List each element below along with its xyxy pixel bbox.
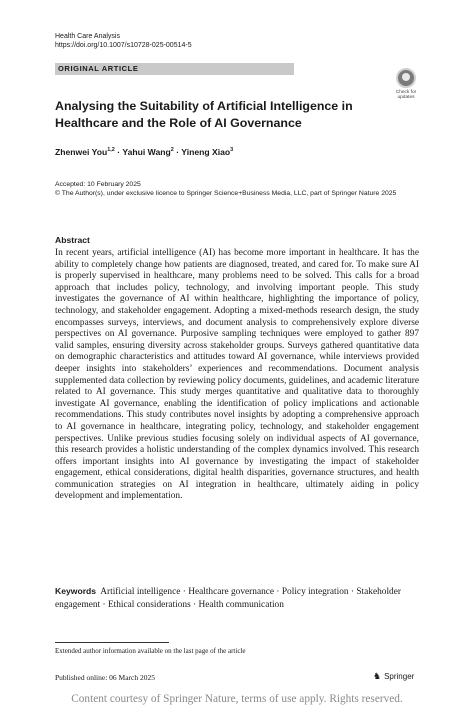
keyword: Artificial intelligence [100, 587, 181, 597]
publisher-logo [373, 671, 414, 682]
author-affiliation: 3 [230, 147, 234, 154]
keywords-heading: Keywords [55, 586, 97, 596]
abstract-heading: Abstract [55, 235, 90, 245]
author-separator: · [114, 147, 123, 157]
check-for-updates-badge[interactable] [391, 68, 421, 101]
article-meta [55, 180, 425, 198]
author-affiliation: 2 [170, 147, 174, 154]
abstract-body: In recent years, artificial intelligence (AI) has become more important in healthcare. It has the ability to completely change how patients are diagnosed, treated, and cared for. To make sure AI is properly supervised in healthcare, many problems need to be solved. This calls for a broad approach that includes policy, technology, and involving important people. This study investigates the governance of AI within healthcare, highlighting the importance of policy, technology, and stakeholder engagement. Adopting a mixed-methods research design, the study encompasses surveys, interviews, and document analysis to comprehensively explore diverse perspectives on AI governance. Purposive sampling techniques were employed to gather 897 valid samples, ensuring diversity across stakeholder groups. Surveys gathered quantitative data on demographic characteristics and attitudes toward AI governance, while interviews provided deeper insights into stakeholders’ experiences and recommendations. Document analysis supplemented data collection by reviewing policy documents, guidelines, and academic literature related to AI governance. This study merges quantitative and qualitative data to thoroughly investigate AI governance, enabling the identification of policy implications and actionable recommendations. This study contributes novel insights by adopting a comprehensive approach to AI governance in healthcare, integrating policy, technology, and stakeholder engagement perspectives. Unlike previous studies focusing solely on individual aspects of AI governance, this research provides a holistic understanding of the complex dynamics involved. This research offers important insights into AI governance by investigating the impact of stakeholder engagement, ethical considerations, digital health disparities, governance structures, and health communication strategies on AI integration in healthcare, ultimately aiding in policy development and implementation. [55, 248, 419, 502]
keywords-section: Keywords Artificial intelligence · Healthcare governance · Policy integration · Stakeholder engagement · Ethical considerations · Health communication [55, 586, 401, 610]
author-name[interactable]: Zhenwei You [55, 147, 108, 157]
article-doi[interactable]: https://doi.org/10.1007/s10728-025-00514-5 [55, 42, 192, 49]
article-type-banner: ORIGINAL ARTICLE [55, 63, 294, 75]
keyword: Ethical considerations [107, 600, 191, 610]
journal-name: Health Care Analysis [55, 33, 120, 40]
copyright-notice: © The Author(s), under exclusive licence to Springer Science+Business Media, LLC, part of Springer Nature 2025 [55, 190, 397, 197]
author-name[interactable]: Yineng Xiao [181, 147, 231, 157]
published-online-date: Published online: 06 March 2025 [55, 673, 155, 682]
accepted-date: Accepted: 10 February 2025 [55, 181, 141, 188]
courtesy-footer: Content courtesy of Springer Nature, terms of use apply. Rights reserved. [71, 693, 403, 705]
footnote-divider [55, 642, 169, 643]
journal-header [55, 32, 192, 50]
keyword: Healthcare governance [188, 587, 275, 597]
check-updates-icon [396, 68, 416, 88]
author-list [55, 147, 233, 157]
publisher-name: Springer [384, 672, 415, 681]
keyword: Policy integration [281, 587, 349, 597]
extended-author-note: Extended author information available on the last page of the article [55, 647, 246, 655]
check-updates-line2: updates [397, 95, 415, 100]
article-title: Analysing the Suitability of Artificial Intelligence in Healthcare and the Role of AI Governance [55, 99, 353, 130]
check-updates-line1: Check for [395, 90, 417, 95]
keyword: Health communication [198, 600, 284, 610]
author-name[interactable]: Yahui Wang [122, 147, 171, 157]
author-separator: · [173, 147, 182, 157]
author-affiliation: 1,2 [107, 147, 115, 154]
springer-horse-icon: ♞ [373, 671, 382, 681]
keyword: Stakeholder engagement [55, 587, 401, 610]
